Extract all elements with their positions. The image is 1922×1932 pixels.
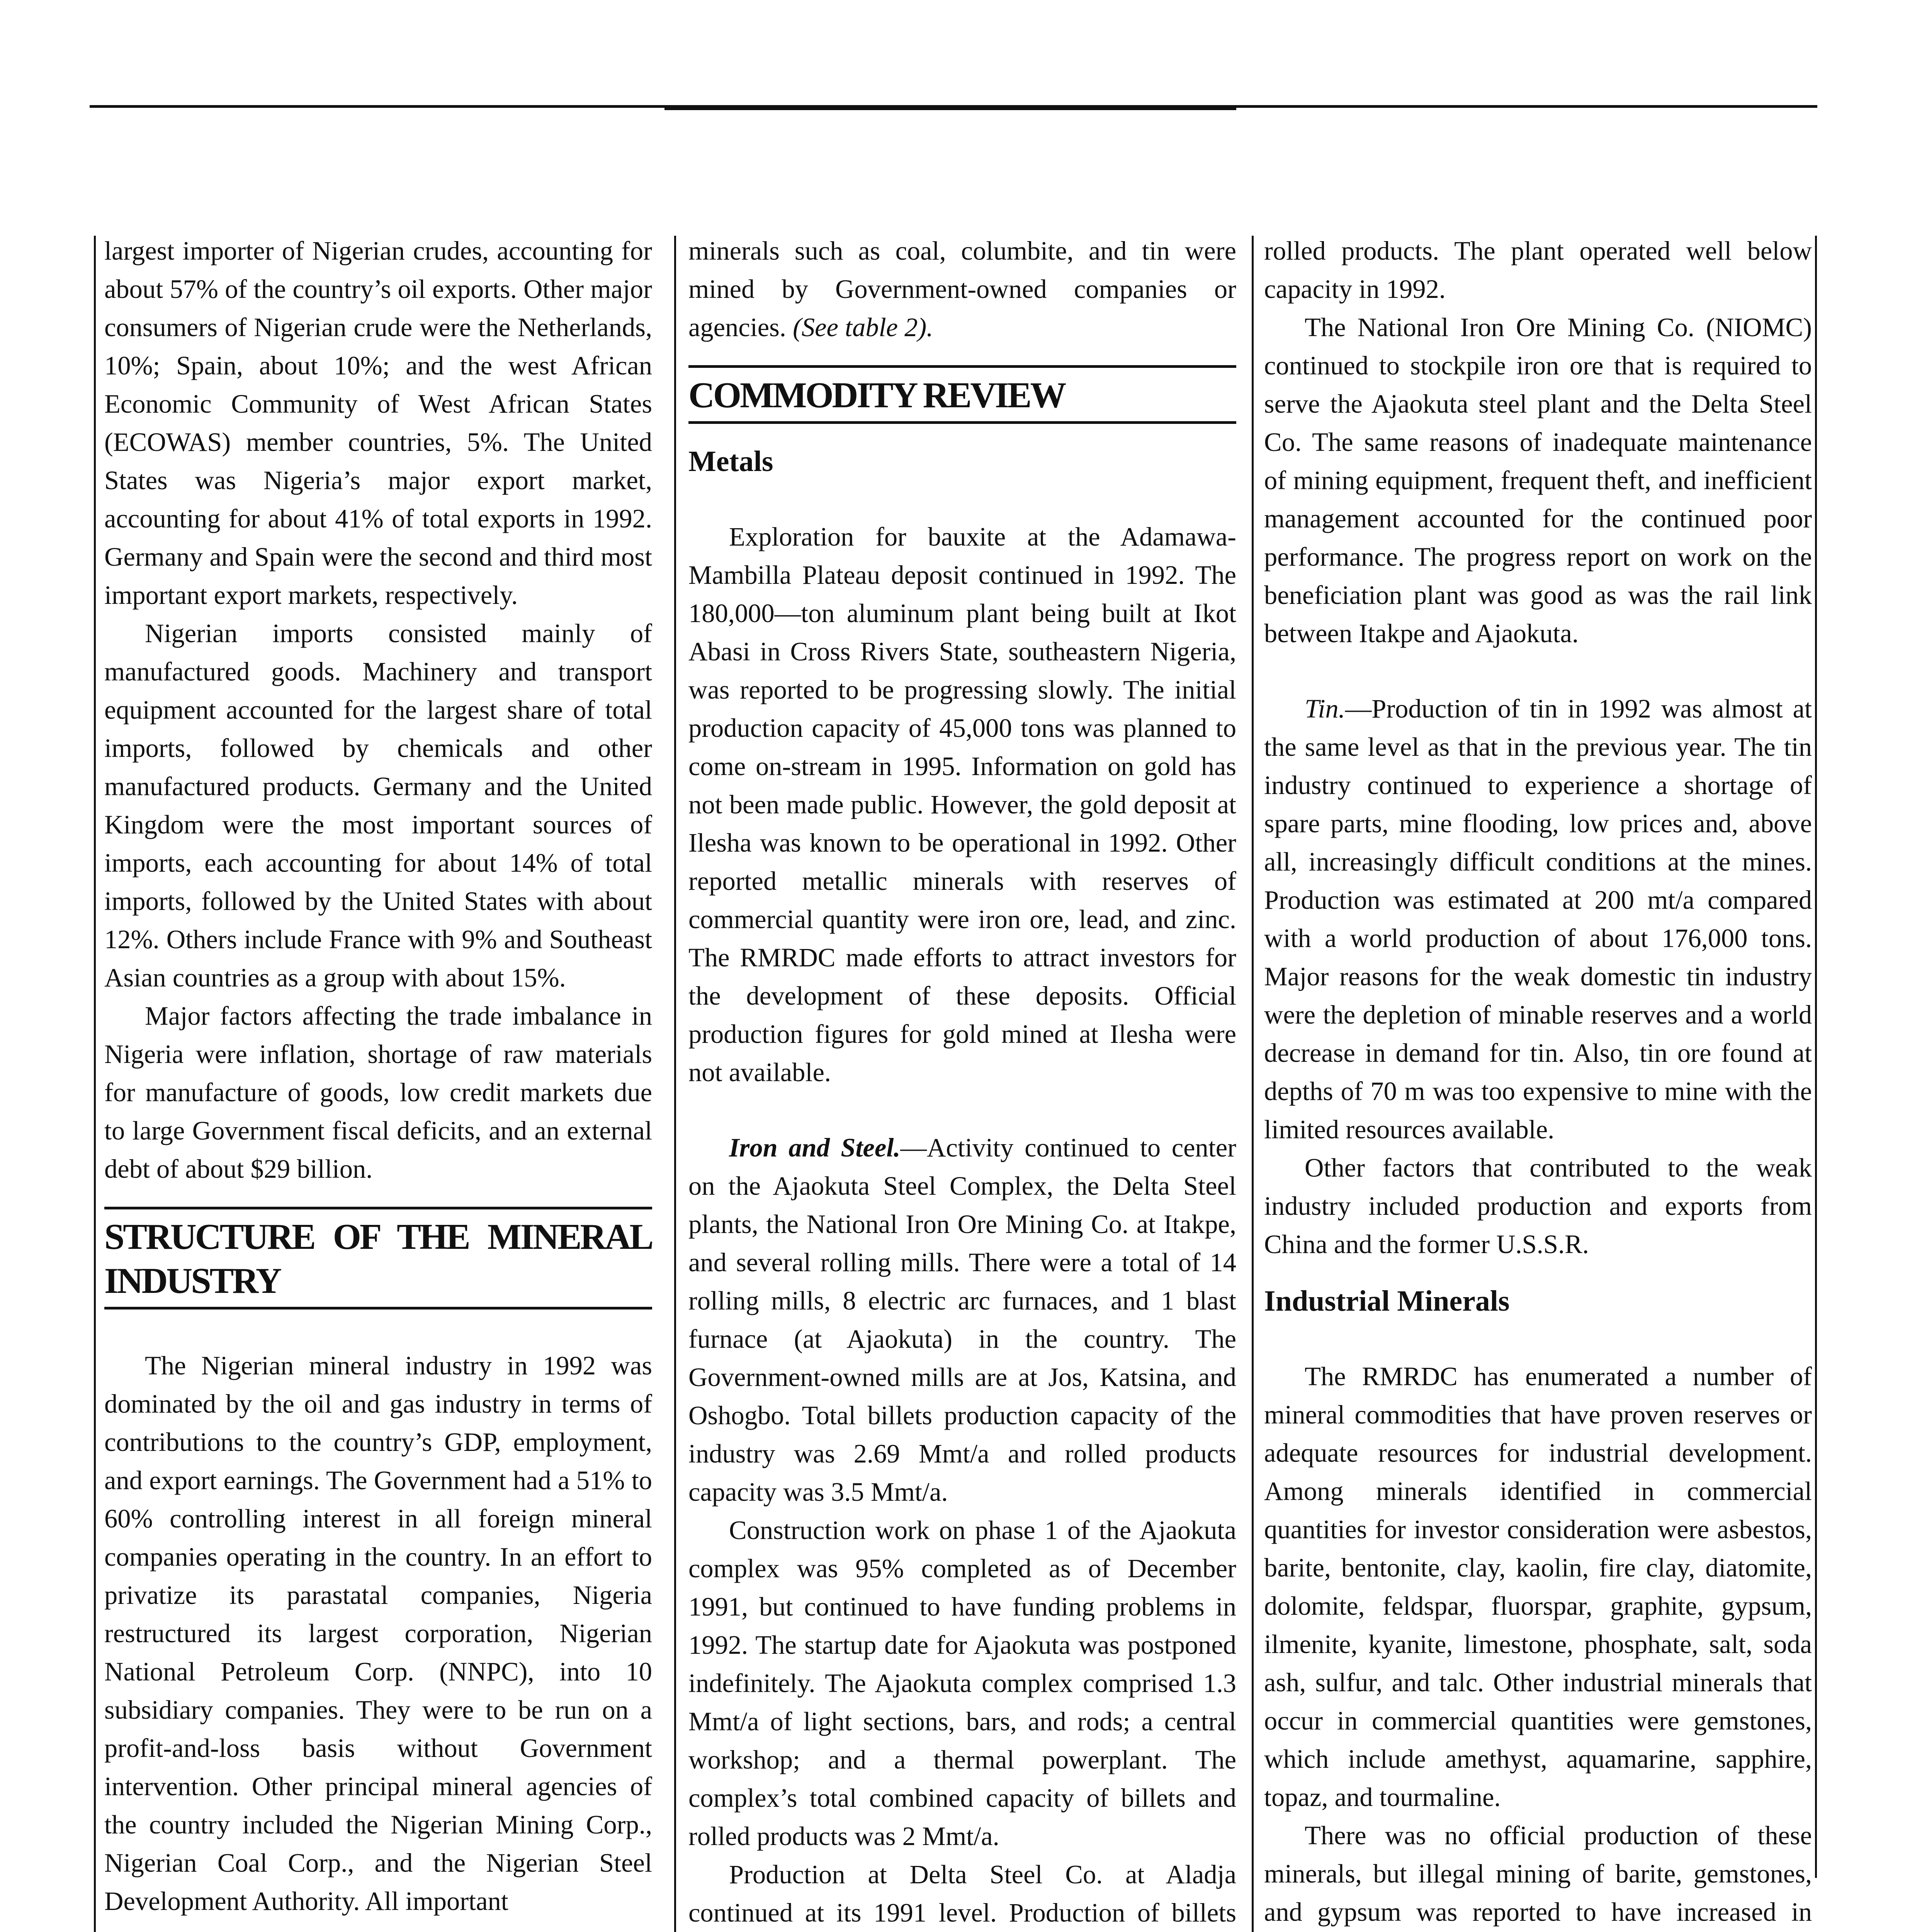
paragraph-exports: largest importer of Nigerian crudes, accounting for about 57% of the country’s oil exports. Other major consumers of Nigerian crude were the Netherlands, 10%; Spain, about 10%; and the west African Economic Community of West African States (ECOWAS) member countries, 5%. The United States was Nigeria’s major export market, accounting for about 41% of total exports in 1992. Germany and Spain were the second and third most important export markets, respectively.: [104, 236, 652, 610]
paragraph-imports: Nigerian imports consisted mainly of manufactured goods. Machinery and transport equipment accounted for the largest share of total imports, followed by chemicals and other manufactured products. Germany and the United Kingdom were the most important sources of imports, each accounting for about 14% of total imports, followed by the United States with about 12%. Others include France with 9% and Southeast Asian countries as a group with about 15%.: [104, 619, 652, 992]
column-rule-right: [1815, 236, 1817, 1878]
section-rule: [104, 1207, 652, 1209]
paragraph-delta-steel: Production at Delta Steel Co. at Aladja continued at its 1991 level. Production of billets: [688, 1860, 1236, 1927]
paragraph-rmrdc-minerals: The RMRDC has enumerated a number of mineral commodities that have proven reserves or adequate resources for industrial development. Among minerals identified in commercial quantities for investor consideration were asbestos, barite, bentonite, clay, kaolin, fire clay, diatomite, dolomite, feldspar, fluorspar, graphite, gypsum, ilmenite, kyanite, limestone, phosphate, salt, soda ash, sulfur, and talc. Other industrial minerals that occur in commercial quantities were gemstones, which include amethyst, aquamarine, sapphire, topaz, and tourmaline.: [1264, 1362, 1812, 1812]
section-rule: [688, 365, 1236, 368]
section-rule: [688, 421, 1236, 424]
runin-iron-and-steel: Iron and Steel.: [729, 1133, 901, 1162]
paragraph-text: —Production of tin in 1992 was almost at the same level as that in the previous year. The tin industry continued to experience a shortage of spare parts, mine flooding, low prices and, above all, increasingly difficult conditions at the mines. Production was estimated at 200 mt/a compared with a world production of about 176,000 tons. Major reasons for the weak domestic tin industry were the depletion of minable reserves and a world decrease in demand for tin. Also, tin ore found at depths of 70 m was too expensive to mine with the limited resources available.: [1264, 694, 1812, 1144]
paragraph-bauxite-gold: Exploration for bauxite at the Adamawa-Mambilla Plateau deposit continued in 1992. The 180,000—ton aluminum plant being built at Ikot Abasi in Cross Rivers State, southeastern Nigeria, was reported to be progressing slowly. The initial production capacity of 45,000 tons was planned to come on-stream in 1995. Information on gold has not been made public. However, the gold deposit at Ilesha was known to be operational in 1992. Other reported metallic minerals with reserves of commercial quantity were iron ore, lead, and zinc. The RMRDC made efforts to attract investors for the development of these deposits. Official production figures for gold mined at Ilesha were not available.: [688, 522, 1236, 1087]
section-rule: [104, 1307, 652, 1310]
paragraph-rolled-products: rolled products. The plant operated well below capacity in 1992.: [1264, 236, 1812, 304]
paragraph-other-factors: Other factors that contributed to the weak industry included production and exports from China and the former U.S.S.R.: [1264, 1153, 1812, 1259]
paragraph-tin: [1264, 690, 1812, 1149]
column-2: [688, 232, 1236, 1932]
section-heading-structure: STRUCTURE OF THE MINERAL INDUSTRY: [104, 1217, 652, 1301]
column-rule-left: [94, 236, 96, 1932]
paragraph-iron-steel: [688, 1129, 1236, 1511]
paragraph-ajaokuta: Construction work on phase 1 of the Ajaokuta complex was 95% completed as of December 1991, but continued to have funding problems in 1992. The startup date for Ajaokuta was postponed indefinitely. The Ajaokuta complex comprised 1.3 Mmt/a of light sections, bars, and rods; a central workshop; and a thermal powerplant. The complex’s total combined capacity of billets and rolled products was 2 Mmt/a.: [688, 1515, 1236, 1851]
column-3: [1264, 232, 1812, 1932]
paragraph-illegal-mining: There was no official production of these minerals, but illegal mining of barite, gemstones, and gypsum was reported to have increased in: [1264, 1821, 1812, 1927]
paragraph-text: —Activity continued to center on the Ajaokuta Steel Complex, the Delta Steel plants, the National Iron Ore Mining Co. at Itakpe, and several rolling mills. There were a total of 14 rolling mills, 8 electric arc furnaces, and 1 blast furnace (at Ajaokuta) in the country. The Government-owned mills are at Jos, Katsina, and Oshogbo. Total billets production capacity of the industry was 2.69 Mmt/a and rolled products capacity was 3.5 Mmt/a.: [688, 1133, 1236, 1507]
table-reference: (See table 2).: [793, 313, 933, 342]
paragraph-niomc: The National Iron Ore Mining Co. (NIOMC) continued to stockpile iron ore that is required to serve the Ajaokuta steel plant and the Delta Steel Co. The same reasons of inadequate maintenance of mining equipment, frequent theft, and inefficient management accounted for the continued poor performance. The progress report on work on the beneficiation plant was good as was the rail link between Itakpe and Ajaokuta.: [1264, 313, 1812, 648]
column-rule-1-2: [674, 236, 676, 1932]
column-1: [104, 232, 652, 1920]
section-heading-commodity-review: COMMODITY REVIEW: [688, 375, 1065, 415]
column-rule-2-3: [1252, 236, 1254, 1932]
paragraph-mineral-industry: The Nigerian mineral industry in 1992 was dominated by the oil and gas industry in terms of contributions to the country’s GDP, employment, and export earnings. The Government had a 51% to 60% controlling interest in all foreign mineral companies operating in the country. In an effort to privatize its parastatal companies, Nigeria restructured its largest corporation, Nigerian National Petroleum Corp. (NNPC), into 10 subsidiary companies. They were to be run on a profit-and-loss basis without Government intervention. Other principal mineral agencies of the country included the Nigerian Mining Corp., Nigerian Coal Corp., and the Nigerian Steel Development Authority. All important: [104, 1351, 652, 1916]
runin-tin: Tin.: [1305, 694, 1345, 723]
subheading-metals: Metals: [688, 445, 773, 478]
paragraph-trade-imbalance: Major factors affecting the trade imbalance in Nigeria were inflation, shortage of raw materials for manufacture of goods, low credit markets due to large Government fiscal deficits, and an external debt of about $29 billion.: [104, 1001, 652, 1184]
top-rule-accent: [664, 105, 1236, 110]
paragraph-state-mining: [688, 232, 1236, 347]
paragraph-text: minerals such as coal, columbite, and tin were mined by Government-owned companies or agencies.: [688, 236, 1236, 342]
subheading-industrial-minerals: Industrial Minerals: [1264, 1285, 1510, 1317]
